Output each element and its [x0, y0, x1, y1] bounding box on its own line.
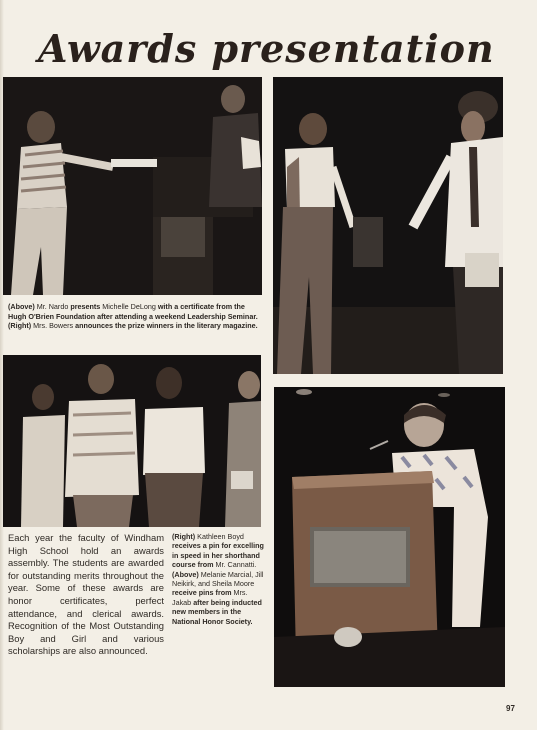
photo-podium-speaker: [274, 387, 505, 687]
caption-text: with a certificate from the Hugh O'Brien Foundation after attending a weekend Leadership Seminar.: [8, 302, 258, 321]
caption-names-honor-society: Melanie Marcial, Jill Neikirk, and Sheila Moore: [172, 569, 264, 589]
photo-certificate-presentation: [3, 77, 262, 295]
caption-name-cannatti: Mr. Cannatti.: [215, 560, 257, 570]
photo-honor-society-group: [3, 355, 261, 527]
caption-label-right: (Right): [172, 532, 196, 541]
page-number: 97: [506, 704, 515, 713]
caption-label-right: (Right): [8, 321, 32, 331]
caption-text: presents: [70, 302, 101, 311]
caption-text: announces the prize winners in the literary magazine.: [75, 321, 258, 331]
caption-name-nardo: Mr. Nardo: [36, 302, 69, 311]
body-paragraph: Each year the faculty of Windham High School hold an awards assembly. The students are awarded for outstanding merits throughout the year. Some of these awards are honor certificates, perfect attendance, and clerical awards. Recognition of the Most Outstanding Boy and Girl and various scholarships are also announced.: [8, 532, 164, 657]
caption-text: receives a pin for excelling in speed in her shorthand course from: [172, 541, 264, 570]
photo-caption-side: [172, 532, 266, 626]
page-title: Awards presentation: [38, 26, 495, 71]
caption-name-boyd: Kathleen Boyd: [197, 532, 244, 541]
caption-text: receive pins from: [172, 588, 232, 598]
caption-name-jakab: Mrs. Jakab: [172, 588, 248, 607]
caption-name-delong: Michelle DeLong: [102, 302, 156, 311]
caption-label-above: (Above): [172, 569, 199, 579]
photo-caption-top: [8, 302, 264, 331]
caption-label-above: (Above): [8, 302, 35, 311]
caption-text: after being inducted new members in the National Honor Society.: [172, 597, 262, 626]
photo-prize-announcement: [273, 77, 503, 374]
caption-name-bowers: Mrs. Bowers: [33, 321, 74, 331]
